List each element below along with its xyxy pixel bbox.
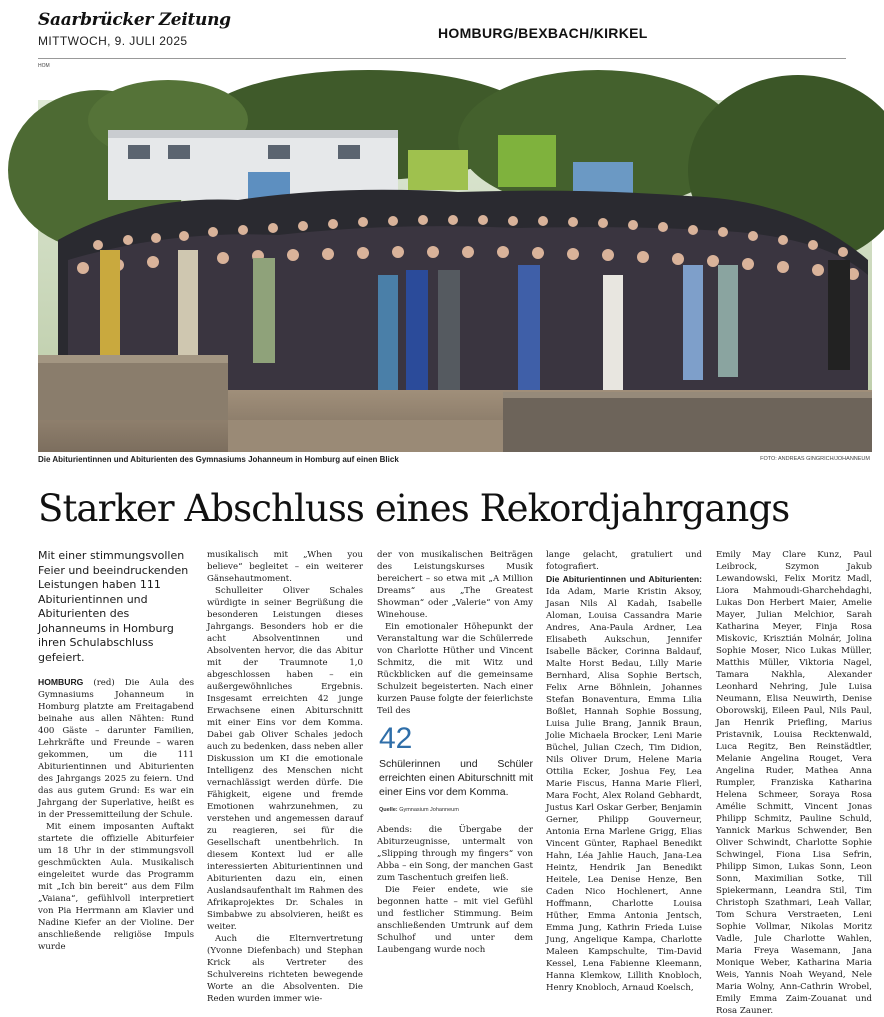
photo-caption: Die Abiturientinnen und Abiturienten des Gymnasiums Johanneum in Homburg auf einen Blick xyxy=(38,455,399,464)
article-paragraph: Abends: die Übergabe der Abiturzeugnisse, untermalt von „Slipping through my fingers“ von Abba – ein Song, der manchen Gast zum Taschentuch greifen ließ. xyxy=(377,825,533,883)
article-paragraph: HOMBURG (red) Die Aula des Gymnasiums Johanneum in Homburg platzte am Freitagabend beinahe aus allen Nähten: Rund 400 Gäste – darunter Familien, Lehrkräfte und Freunde – waren gekommen, um die 111 Abiturientinnen und Abiturienten des Jahrgangs 2025 zu feiern. Und das aus gutem Grund: Es war ein Jahrgang der Superlative, heißt es in der Pressemitteilung der Schule. xyxy=(38,677,195,820)
article-dateline: HOMBURG xyxy=(38,677,84,687)
article-teaser: Mit einer stimmungsvollen Feier und beeindruckenden Leistungen haben 111 Abiturientinnen und Abiturienten des Johanneums in Homburg ihren Schulabschluss gefeiert. xyxy=(38,549,189,664)
article-paragraph: Mit einem imposanten Auftakt startete die offizielle Abiturfeier um 18 Uhr in der stimmungsvoll geschmückten Aula. Musikalisch eingeleitet wurde das Programm mit „Ich bin bereit“ aus dem Film „Vaiana“, gefühlvoll interpretiert von Pia Herrmann am Klavier und Nadine Kiefer an der Violine. Der anschließende religiöse Impuls wurde xyxy=(38,822,194,952)
newspaper-masthead: Saarbrücker Zeitung xyxy=(38,10,231,30)
article-paragraph: Schulleiter Oliver Schales würdigte in seiner Begrüßung die besonderen Leistungen dieses Jahrgangs. Besonders hob er die acht Absolventinnen und Absolventen hervor, die das Abitur mit der Traumnote 1,0 abgeschlossen haben – ein außergewöhnliches Ergebnis. Insgesamt erreichten 42 junge Erwachsene einen Abiturschnitt mit einer Eins vor dem Komma. Dabei gab Oliver Schales jedoch auch zu bedenken, dass neben aller Diskussion um KI die emotionale Intelligenz des Menschen nicht vernachlässigt werden dürfe. Die Fähigkeit, eigene und fremde Emotionen wahrzunehmen, zu verstehen und angemessen darauf zu reagieren, sei für die Gesellschaft unentbehrlich. In diesem Kontext lud er alle interessierten Abiturientinnen und Abiturienten dazu ein, einen Auslandsaufenthalt im Rahmen des Afrikaprojektes Dr. Schales in Simbabwe zu absolvieren, heißt es weiter. xyxy=(207,586,363,932)
article-paragraph: Auch die Elternvertretung (Yvonne Diefenbach) und Stephan Krick als Vertreter des Schulvereins richteten bewegende Worte an die Absolventen. Die Reden wurden immer wie- xyxy=(207,934,363,1004)
article-paragraph: musikalisch mit „When you believe“ begleitet – ein weiterer Gänsehautmoment. xyxy=(207,550,363,584)
fact-source: Quelle: Gymnasium Johanneum xyxy=(379,807,459,813)
page-header xyxy=(0,0,884,69)
article-column-4 xyxy=(546,549,702,993)
graduate-names: Die Abiturientinnen und Abiturienten: Ida Adam, Marie Kristin Aksoy, Jasan Nils Al Kadah, Isabelle Aloman, Louisa Cassandra Marie Andres, Ana-Paula Ardner, Lea Elisabeth Aukschun, Jennifer Isabelle Bäcker, Corinna Baldauf, Malte Horst Bedau, Lilly Marie Bernhard, Alisa Sophie Bertsch, Felix Arne Böhnlein, Johannes Stefan Bonaventura, Emma Lilia Boßlet, Hannah Sophie Bossung, Luisa Julie Brang, Jannik Braun, Jolie Michaela Brocker, Leni Marie Büchel, Julian Czech, Tim Didion, Nils Oliver Drum, Helene Maria Ottilia Ecker, Joshua Fey, Lea Marie Fiscus, Hanna Marie Flierl, Mara Focht, Alex Roland Gebhardt, Justus Karl Oskar Gerber, Benjamin Gerner, Philipp Gouverneur, Antonia Erna Marlene Grigg, Elias Vincent Günter, Raphael Benedikt Hahn, Léa Jahlie Hauch, Jana-Lea Heintz, Hendrik Jan Benedikt Heitele, Lea Denise Henze, Ben Caden Nico Hochlenert, Anne Hoffmann, Charlotte Louisa Hüther, Emma Antonia Jentsch, Emma Jung, Kathrin Frieda Luise Jung, Angelique Kampa, Charlotte Maleen Kampschulte, Tim-David Kessel, Lena Fabienne Kleemann, Hanna Klemkow, Lillith Knobloch, Henry Knobloch, Arnaud Koelsch, xyxy=(546,574,702,993)
fact-box xyxy=(377,723,533,816)
graduate-names-heading: Die Abiturientinnen und Abiturienten: xyxy=(546,574,702,584)
issue-date: MITTWOCH, 9. JULI 2025 xyxy=(38,34,188,48)
article-column-2 xyxy=(207,549,363,1004)
article-paragraph: Ein emotionaler Höhepunkt der Veranstaltung war die Schülerrede von Charlotte Hüther und Vincent Schmitz, die mit Witz und Rückblicken auf die gemeinsame Schulzeit begeisterten. Nach einer kurzen Pause folgte der feierlichste Teil des xyxy=(377,622,533,716)
graduate-names-continued: Emily May Clare Kunz, Paul Leibrock, Szymon Jakub Lewandowski, Felix Moritz Madl, Liora Mahmoudi-Gharchehdaghi, Lukas Don Herbert Maier, Amelie Mayer, Julian Melchior, Sarah Katharina Meyer, Finja Rosa Miskovic, Krisztián Molnár, Jolina Sophie Moser, Nico Lukas Müller, Matthis Müller, Viktoria Nagel, Tamara Nakhla, Alexander Leonhard Nehring, Jule Luisa Neumann, Elisa Neuwirth, Denise Oborowskij, Eileen Paul, Nils Paul, Jan Henrik Priefling, Marius Pristavnik, Louisa Recktenwald, Luca Regitz, Ben Reinstädtler, Melanie Angelina Rouget, Vera Angelina Ruder, Mathea Anna Rumpler, Franziska Katharina Helena Schmeer, Soraya Rosa Amélie Schmitt, Vincent Jonas Philipp Schmitz, Pauline Schuld, Yannick Markus Schwender, Ben Oliver Schwindt, Charlotte Sophie Schwingel, Fiona Lisa Sefrin, Philipp Simon, Lukas Sonn, Leon Sonn, Maximilian Sotke, Till Spiekermann, Leandra Stil, Tim Christoph Szathmari, Leah Vallar, Tom Schura Verstraeten, Leni Sophie Vollmar, Nikolas Moritz Vadle, Jule Charlotte Wahlen, Maria Freya Wasemann, Jana Monique Weber, Katharina Maria Weis, Yannis Noah Weyand, Nele Maria Wolny, Ann-Cathrin Wrobel, Emily Emma Zaim-Zouanat und Rosa Zauner. xyxy=(716,550,872,1016)
photo-caption-row xyxy=(38,455,872,467)
edition-tag: HOM xyxy=(38,63,50,69)
article-paragraph: Die Feier endete, wie sie begonnen hatte – mit viel Gefühl und festlicher Stimmung. Beim anschließenden Umtrunk auf dem Schulhof und unter dem Laubengang wurde noch xyxy=(377,885,533,955)
photo-credit: FOTO: ANDREAS GINGRICH/JOHANNEUM xyxy=(760,456,870,462)
article-headline: Starker Abschluss eines Rekordjahrgangs xyxy=(38,487,790,530)
section-title: HOMBURG/BEXBACH/KIRKEL xyxy=(438,25,648,41)
fact-text: Schülerinnen und Schüler erreichten einen Abiturschnitt mit einer Eins vor dem Komma. xyxy=(379,758,533,798)
article-column-5 xyxy=(716,549,872,1016)
article-paragraph: lange gelacht, gratuliert und fotografiert. xyxy=(546,550,702,572)
article-column-3 xyxy=(377,549,533,954)
group-photo xyxy=(38,100,872,452)
fact-number: 42 xyxy=(379,722,413,755)
article-column-1 xyxy=(38,549,194,959)
header-rule xyxy=(38,58,846,59)
article-paragraph: der von musikalischen Beiträgen des Leistungskurses Musik bereichert – so etwa mit „A Million Dreams“ aus „The Greatest Showman“ oder „Valerie“ von Amy Winehouse. xyxy=(377,550,533,620)
